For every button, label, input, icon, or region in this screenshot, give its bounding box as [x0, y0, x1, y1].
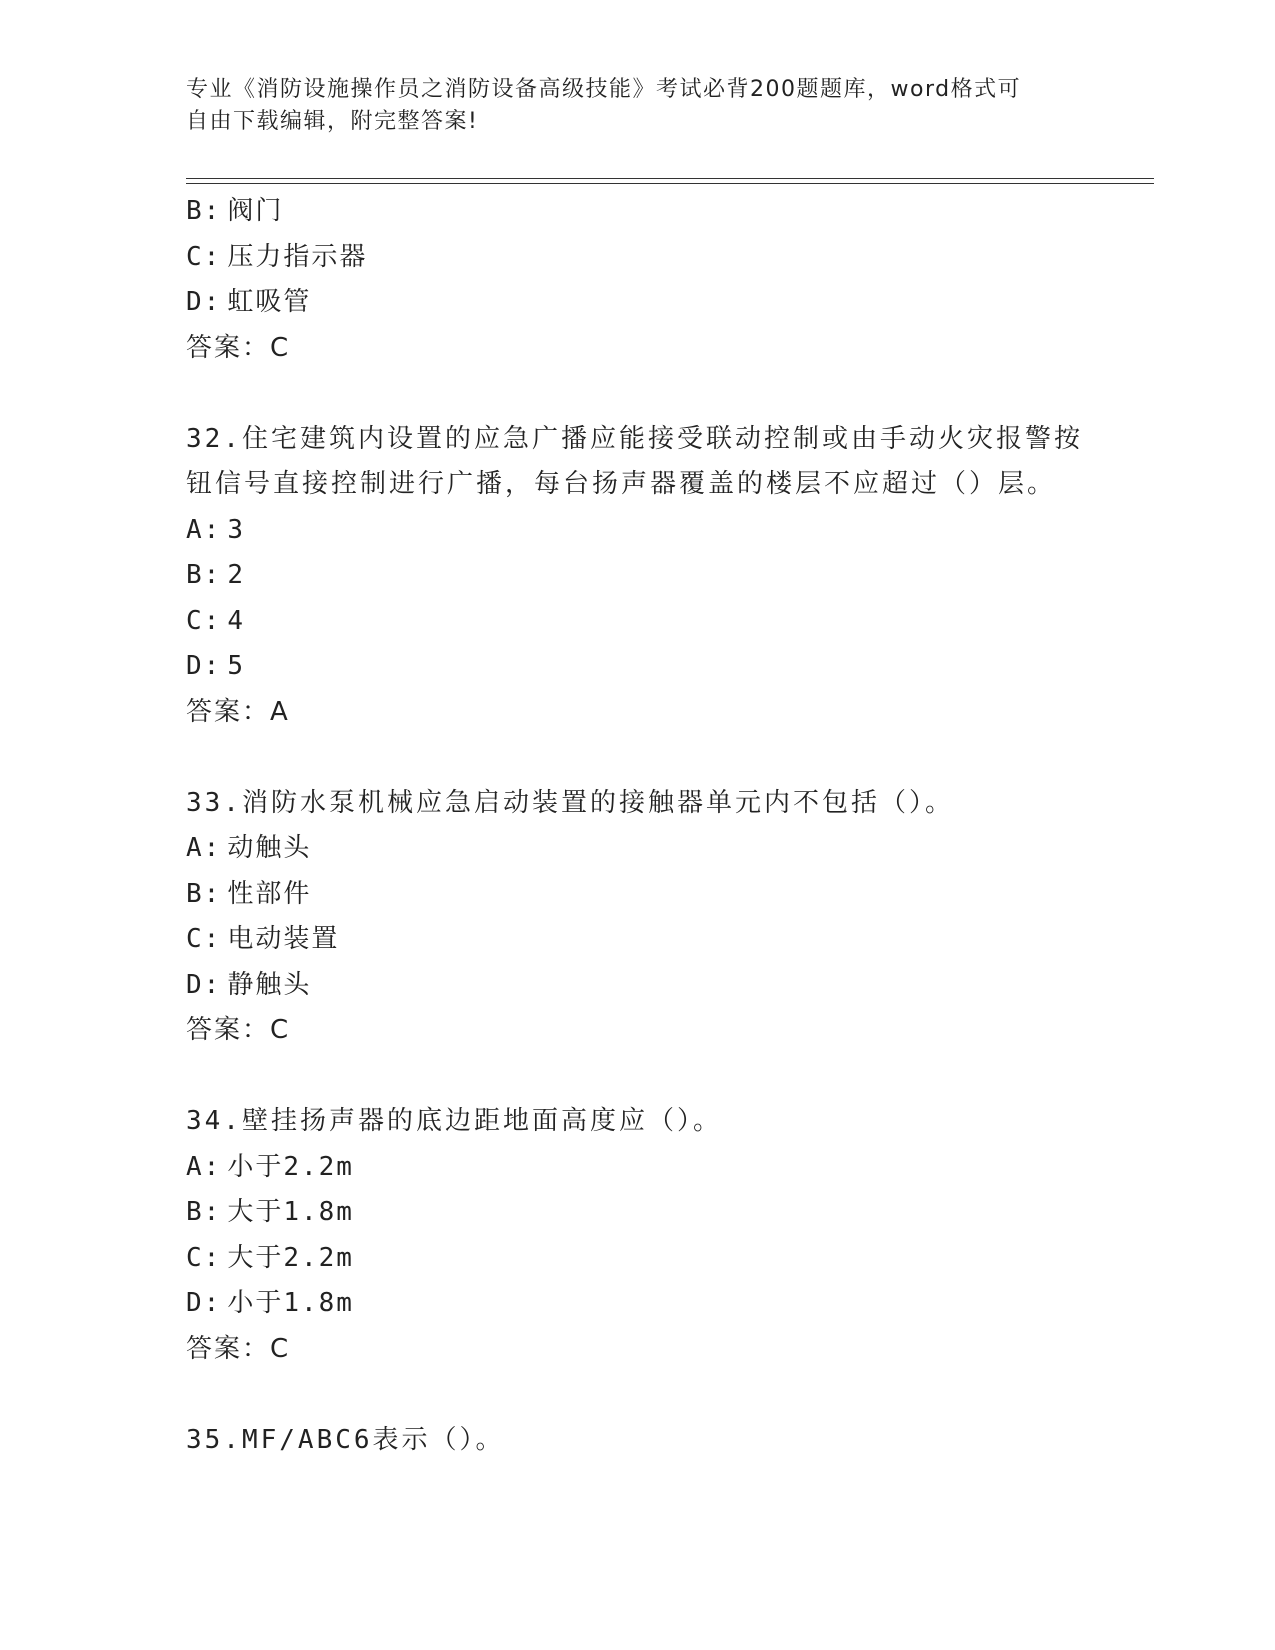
- option-key: C:: [186, 241, 222, 272]
- option-a: [186, 826, 1086, 872]
- question-spacer: [186, 1054, 1086, 1100]
- option-text: 静触头: [227, 969, 312, 1000]
- question-33: [186, 781, 1086, 1054]
- option-text: 小于1.8m: [227, 1288, 354, 1318]
- option-key: B:: [186, 878, 222, 909]
- option-d: [186, 644, 1086, 690]
- option-text: 动触头: [227, 833, 312, 863]
- option-d: [186, 1281, 1086, 1327]
- question-stem-line-2: 钮信号直接控制进行广播，每台扬声器覆盖的楼层不应超过（）层。: [186, 469, 1057, 499]
- option-d: [186, 280, 1086, 326]
- question-35: [186, 1418, 1086, 1464]
- question-stem-line-1: 32.住宅建筑内设置的应急广播应能接受联动控制或由手动火灾报警按: [186, 423, 1083, 454]
- option-key: D:: [186, 651, 222, 681]
- question-spacer: [186, 371, 1086, 417]
- option-text: 3: [227, 514, 245, 545]
- option-b: [186, 189, 1086, 235]
- answer-line: 答案：A: [186, 696, 290, 727]
- option-key: A:: [186, 514, 222, 545]
- option-text: 压力指示器: [227, 241, 368, 272]
- option-c: [186, 235, 1086, 281]
- document-header: [186, 74, 1066, 138]
- question-spacer: [186, 1372, 1086, 1418]
- option-text: 性部件: [227, 878, 312, 909]
- option-d: [186, 963, 1086, 1009]
- option-text: 电动装置: [227, 924, 340, 954]
- option-text: 小于2.2m: [227, 1151, 354, 1182]
- option-key: B:: [186, 560, 222, 590]
- option-text: 4: [227, 605, 245, 636]
- header-divider-bottom: [186, 183, 1154, 184]
- header-title-line-1: 专业《消防设施操作员之消防设备高级技能》考试必背200题题库，word格式可: [186, 77, 1022, 102]
- question-spacer: [186, 735, 1086, 781]
- option-b: [186, 553, 1086, 599]
- option-text: 阀门: [227, 196, 284, 226]
- option-key: D:: [186, 1288, 222, 1318]
- option-key: B:: [186, 196, 222, 226]
- option-key: D:: [186, 969, 222, 1000]
- option-text: 5: [227, 651, 245, 681]
- option-key: C:: [186, 605, 222, 636]
- option-a: [186, 1145, 1086, 1191]
- option-key: C:: [186, 924, 222, 954]
- question-list: [186, 189, 1086, 1463]
- option-key: A:: [186, 1151, 222, 1182]
- option-c: [186, 1236, 1086, 1282]
- question-stem: 33.消防水泵机械应急启动装置的接触器单元内不包括（）。: [186, 787, 954, 818]
- option-key: B:: [186, 1197, 222, 1227]
- option-text: 2: [227, 560, 245, 590]
- answer-line: 答案：C: [186, 332, 291, 363]
- question-stem: 35.MF/ABC6表示（）。: [186, 1424, 505, 1455]
- header-title-line-2: 自由下载编辑，附完整答案!: [186, 109, 479, 134]
- option-c: [186, 599, 1086, 645]
- question-31-continued: [186, 189, 1086, 371]
- option-key: D:: [186, 287, 222, 317]
- question-stem: 34.壁挂扬声器的底边距地面高度应（）。: [186, 1106, 722, 1136]
- question-32: [186, 417, 1086, 736]
- option-text: 大于2.2m: [227, 1242, 354, 1273]
- answer-line: 答案：C: [186, 1333, 291, 1364]
- answer-line: 答案：C: [186, 1015, 291, 1045]
- option-b: [186, 1190, 1086, 1236]
- option-c: [186, 917, 1086, 963]
- option-key: A:: [186, 833, 222, 863]
- option-text: 虹吸管: [227, 287, 312, 317]
- option-key: C:: [186, 1242, 222, 1273]
- header-divider-top: [186, 178, 1154, 179]
- option-a: [186, 508, 1086, 554]
- option-text: 大于1.8m: [227, 1197, 354, 1227]
- question-34: [186, 1099, 1086, 1372]
- option-b: [186, 872, 1086, 918]
